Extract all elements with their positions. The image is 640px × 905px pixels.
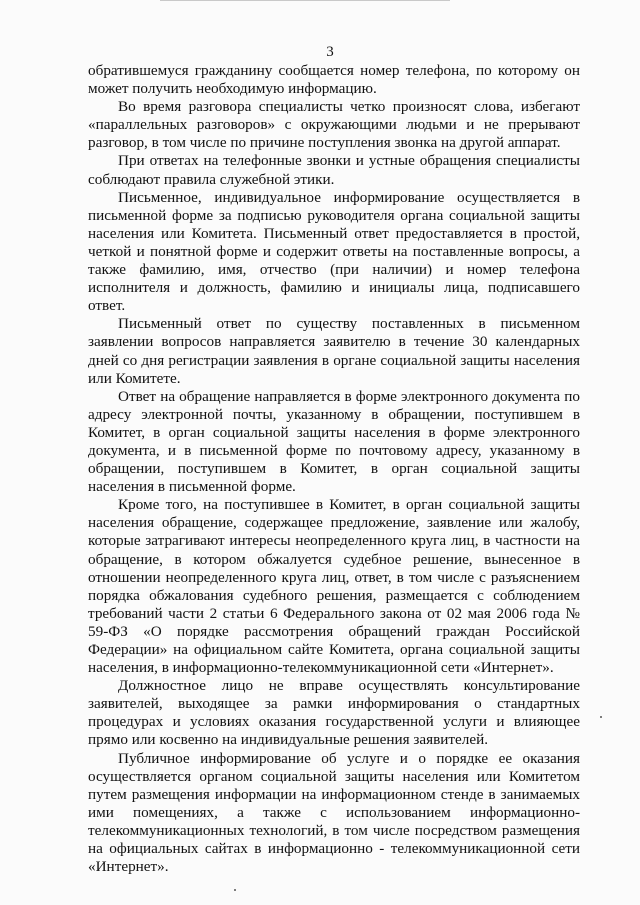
paragraph: Во время разговора специалисты четко произносят слова, избегают «параллельных разговоров» с окружающими людьми и не прерывают разговор, в том числе по причине поступления звонка на другой аппарат. [88,98,580,152]
scan-speck [600,716,602,718]
paragraph: Кроме того, на поступившее в Комитет, в орган социальной защиты населения обращение, содержащее предложение, заявление или жалобу, которые затрагивают интересы неопределенного круга лиц, в частности на обращение, в котором обжалуется судебное решение, вынесенное в отношении неопределенного круга лиц, ответ, в том числе с разъяснением порядка обжалования судебного решения, размещается с соблюдением требований части 2 статьи 6 Федерального закона от 02 мая 2006 года № 59-ФЗ «О порядке рассмотрения обращений граждан Российской Федерации» на официальном сайте Комитета, органа социальной защиты населения, в информационно-телекоммуникационной сети «Интернет». [88,496,580,677]
scan-top-edge [160,0,450,1]
paragraph: Ответ на обращение направляется в форме электронного документа по адресу электронной почты, указанному в обращении, поступившем в Комитет, в орган социальной защиты населения в форме электронного документа, и в письменной форме по почтовому адресу, указанному в обращении, поступившем в Комитет, в орган социальной защиты населения в письменной форме. [88,387,580,496]
scan-speck [234,889,236,891]
paragraph: При ответах на телефонные звонки и устные обращения специалисты соблюдают правила служебной этики. [88,152,580,188]
paragraph: Публичное информирование об услуге и о порядке ее оказания осуществляется органом социальной защиты населения или Комитетом путем размещения информации на информационном стенде в занимаемых ими помещениях, а также с использованием информационно-телекоммуникационных технологий, в том числе посредством размещения на официальных сайтах в информационно - телекоммуникационной сети «Интернет». [88,749,580,876]
paragraph-continuation: обратившемуся гражданину сообщается номер телефона, по которому он может получить необходимую информацию. [88,62,580,98]
paragraph: Письменное, индивидуальное информирование осуществляется в письменной форме за подписью руководителя органа социальной защиты населения или Комитета. Письменный ответ предоставляется в простой, четкой и понятной форме и содержит ответы на поставленные вопросы, а также фамилию, имя, отчество (при наличии) и номер телефона исполнителя и должность, фамилию и инициалы лица, подписавшего ответ. [88,188,580,315]
page-number: 3 [326,44,334,60]
paragraph: Должностное лицо не вправе осуществлять консультирование заявителей, выходящее за рамки информирования о стандартных процедурах и условиях оказания государственной услуги и влияющее прямо или косвенно на индивидуальные решения заявителей. [88,677,580,749]
document-body [88,62,580,876]
paragraph: Письменный ответ по существу поставленных в письменном заявлении вопросов направляется заявителю в течение 30 календарных дней со дня регистрации заявления в органе социальной защиты населения или Комитете. [88,315,580,387]
